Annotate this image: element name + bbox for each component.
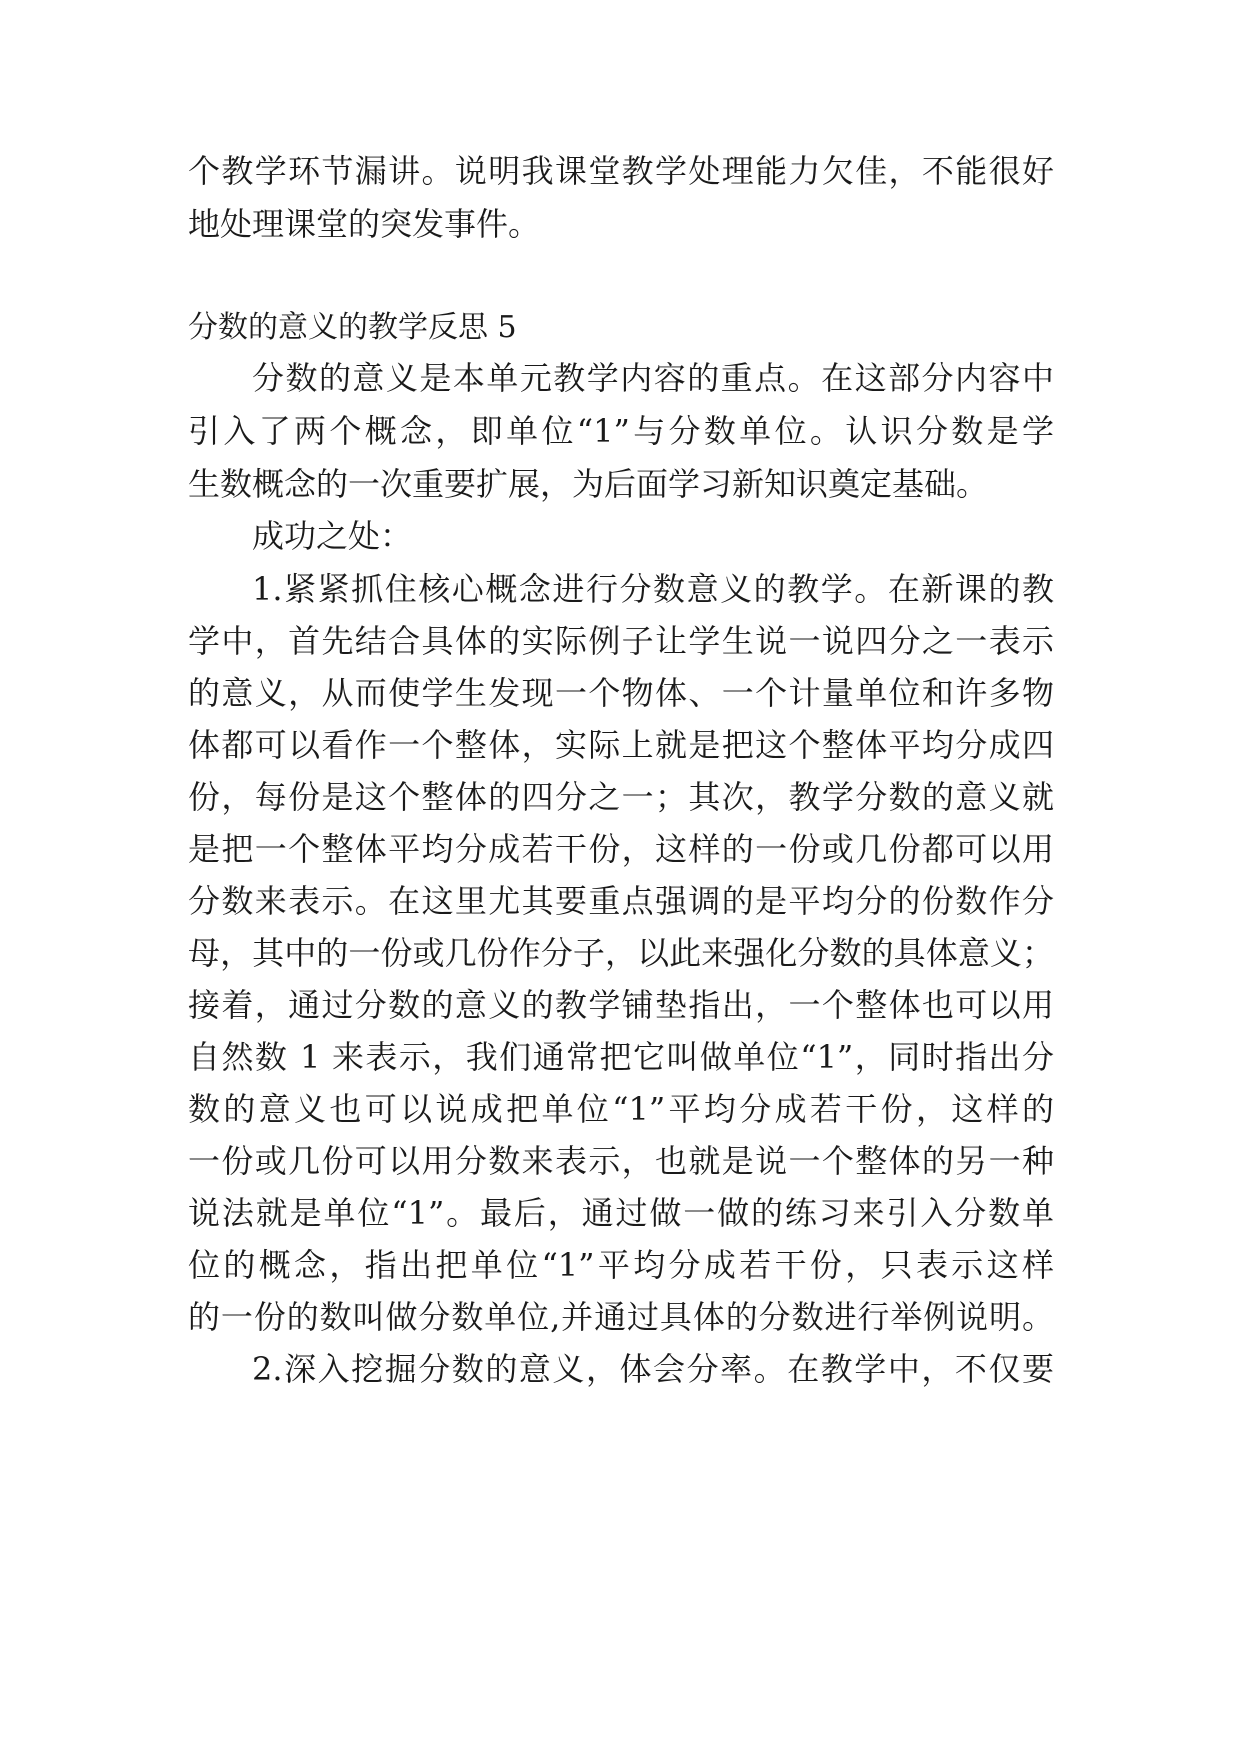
text-line: 个教学环节漏讲。说明我课堂教学处理能力欠佳，不能很好	[188, 152, 1054, 190]
text-line: 自然数 1 来表示，我们通常把它叫做单位“1”，同时指出分	[188, 1038, 1054, 1076]
text-line: 引入了两个概念，即单位“1”与分数单位。认识分数是学	[188, 412, 1054, 450]
text-line: 数的意义也可以说成把单位“1”平均分成若干份，这样的	[188, 1090, 1054, 1128]
text-line: 的一份的数叫做分数单位,并通过具体的分数进行举例说明。	[188, 1298, 1054, 1336]
text-line: 1.紧紧抓住核心概念进行分数意义的教学。在新课的教	[252, 570, 1054, 608]
text-line: 地处理课堂的突发事件。	[188, 205, 541, 243]
text-line: 学中，首先结合具体的实际例子让学生说一说四分之一表示	[188, 622, 1054, 660]
text-line: 是把一个整体平均分成若干份，这样的一份或几份都可以用	[188, 830, 1054, 868]
text-line: 一份或几份可以用分数来表示，也就是说一个整体的另一种	[188, 1142, 1054, 1180]
text-line: 体都可以看作一个整体，实际上就是把这个整体平均分成四	[188, 726, 1054, 764]
text-line: 生数概念的一次重要扩展，为后面学习新知识奠定基础。	[188, 465, 989, 503]
text-line: 位的概念，指出把单位“1”平均分成若干份，只表示这样	[188, 1246, 1054, 1284]
text-line: 说法就是单位“1”。最后，通过做一做的练习来引入分数单	[188, 1194, 1054, 1232]
text-line: 成功之处：	[252, 517, 413, 555]
document-page	[188, 0, 1054, 1754]
text-line: 接着，通过分数的意义的教学铺垫指出，一个整体也可以用	[188, 986, 1054, 1024]
text-line: 2.深入挖掘分数的意义，体会分率。在教学中，不仅要	[252, 1350, 1054, 1388]
section-heading: 分数的意义的教学反思 5	[188, 310, 517, 345]
text-line: 份，每份是这个整体的四分之一；其次，教学分数的意义就	[188, 778, 1054, 816]
text-line: 母，其中的一份或几份作分子，以此来强化分数的具体意义；	[188, 934, 1054, 972]
text-line: 的意义，从而使学生发现一个物体、一个计量单位和许多物	[188, 674, 1054, 712]
text-line: 分数的意义是本单元教学内容的重点。在这部分内容中	[252, 359, 1054, 397]
text-line: 分数来表示。在这里尤其要重点强调的是平均分的份数作分	[188, 882, 1054, 920]
